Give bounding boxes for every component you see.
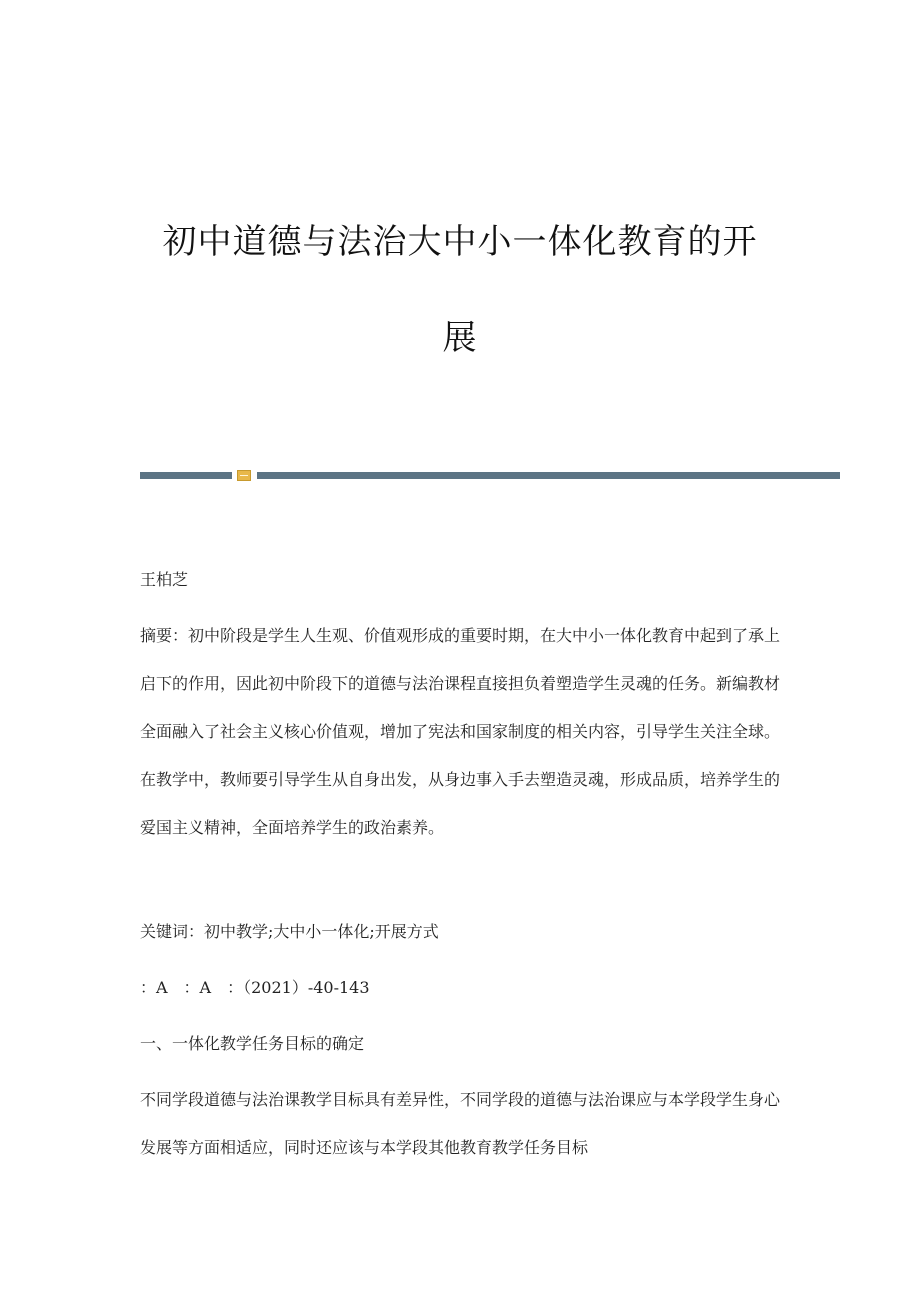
classification-line: ：A ：A ：（2021）-40-143 — [140, 978, 370, 997]
divider-ornament-icon — [237, 470, 251, 481]
document-title-line-1: 初中道德与法治大中小一体化教育的开 — [162, 222, 758, 262]
divider-bar-right — [257, 472, 840, 479]
title-divider — [140, 470, 840, 480]
section-heading: 一、一体化教学任务目标的确定 — [140, 1034, 365, 1053]
keywords-line: 关键词：初中教学;大中小一体化;开展方式 — [140, 922, 439, 941]
document-title-line-2: 展 — [442, 318, 478, 358]
divider-bar-left — [140, 472, 232, 479]
body-paragraph: 不同学段道德与法治课教学目标具有差异性，不同学段的道德与法治课应与本学段学生身心发展等方面相适应，同时还应该与本学段其他教育教学任务目标 — [140, 1090, 781, 1157]
abstract-paragraph: 摘要：初中阶段是学生人生观、价值观形成的重要时期，在大中小一体化教育中起到了承上启下的作用，因此初中阶段下的道德与法治课程直接担负着塑造学生灵魂的任务。新编教材全面融入了社会主义核心价值观，增加了宪法和国家制度的相关内容，引导学生关注全球。在教学中，教师要引导学生从自身出发，从身边事入手去塑造灵魂，形成品质，培养学生的爱国主义精神，全面培养学生的政治素养。 — [140, 626, 781, 837]
author-name: 王柏芝 — [140, 570, 189, 589]
